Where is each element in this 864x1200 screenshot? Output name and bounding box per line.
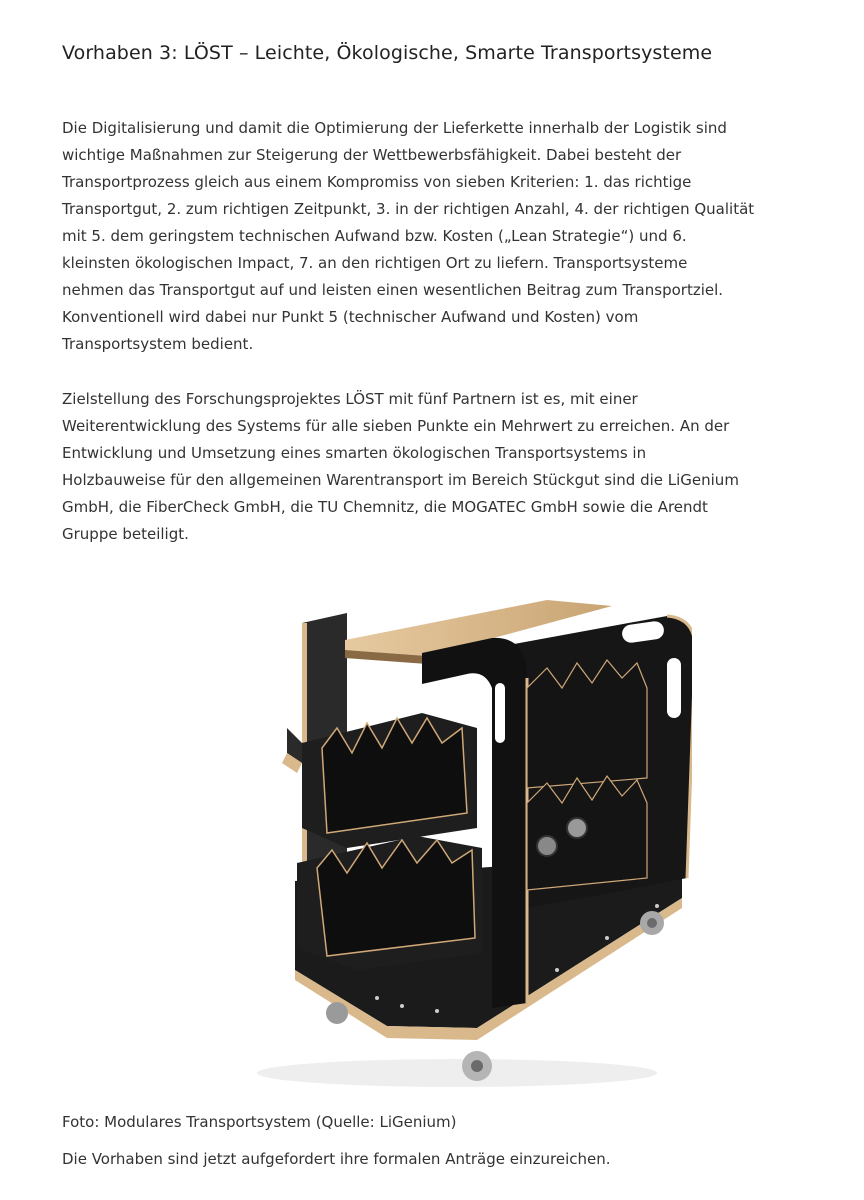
paragraph-line: Entwicklung und Umsetzung eines smarten ökologischen Transportsystems in	[62, 444, 647, 462]
paragraph-line: Gruppe beteiligt.	[62, 525, 189, 543]
photo-caption: Foto: Modulares Transportsystem (Quelle: LiGenium)	[62, 1113, 457, 1131]
paragraph-line: Weiterentwicklung des Systems für alle sieben Punkte ein Mehrwert zu erreichen. An der	[62, 417, 730, 435]
paragraph-line: Holzbauweise für den allgemeinen Warentransport im Bereich Stückgut sind die LiGenium	[62, 471, 739, 489]
paragraph-line: wichtige Maßnahmen zur Steigerung der Wettbewerbsfähigkeit. Dabei besteht der	[62, 146, 682, 164]
paragraph-line: mit 5. dem geringstem technischen Aufwand bzw. Kosten („Lean Strategie“) und 6.	[62, 227, 687, 245]
closing-sentence: Die Vorhaben sind jetzt aufgefordert ihre formalen Anträge einzureichen.	[62, 1150, 611, 1168]
paragraph-line: Transportprozess gleich aus einem Kompromiss von sieben Kriterien: 1. das richtige	[62, 173, 692, 191]
paragraph-line: Die Digitalisierung und damit die Optimierung der Lieferkette innerhalb der Logistik sind	[62, 119, 727, 137]
paragraph-line: Konventionell wird dabei nur Punkt 5 (technischer Aufwand und Kosten) vom	[62, 308, 639, 326]
transport-system-photo	[227, 578, 692, 1093]
paragraph-goal	[62, 386, 792, 548]
paragraph-line: nehmen das Transportgut auf und leisten einen wesentlichen Beitrag zum Transportziel.	[62, 281, 724, 299]
paragraph-line: GmbH, die FiberCheck GmbH, die TU Chemnitz, die MOGATEC GmbH sowie die Arendt	[62, 498, 708, 516]
paragraph-line: Zielstellung des Forschungsprojektes LÖST mit fünf Partnern ist es, mit einer	[62, 390, 638, 408]
paragraph-line: Transportsystem bedient.	[62, 335, 254, 353]
article-title: Vorhaben 3: LÖST – Leichte, Ökologische, Smarte Transportsysteme	[62, 42, 713, 64]
paragraph-intro	[62, 115, 807, 358]
paragraph-line: Transportgut, 2. zum richtigen Zeitpunkt, 3. in der richtigen Anzahl, 4. der richtigen Qualität	[62, 200, 755, 218]
paragraph-line: kleinsten ökologischen Impact, 7. an den richtigen Ort zu liefern. Transportsysteme	[62, 254, 688, 272]
